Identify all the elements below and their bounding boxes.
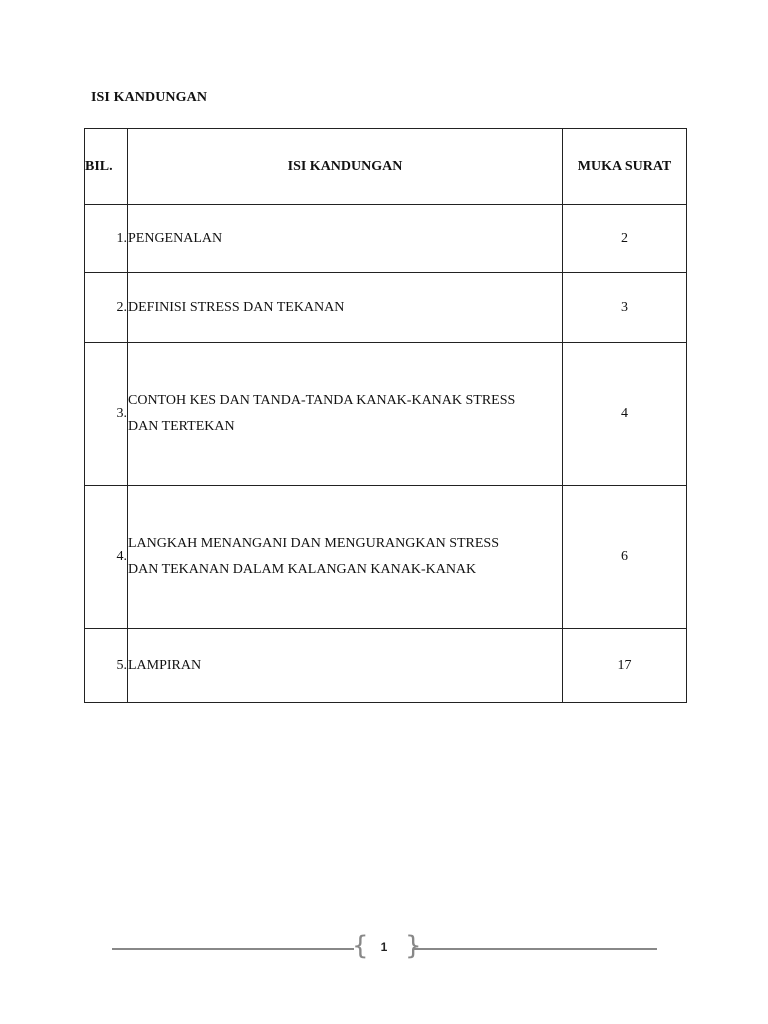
header-bil: BIL. <box>85 129 128 205</box>
row-number: 3. <box>85 343 128 486</box>
table-row <box>85 629 687 703</box>
row-item <box>128 205 563 273</box>
row-number: 4. <box>85 486 128 629</box>
row-item <box>128 486 563 629</box>
left-brace-icon: { <box>352 931 369 961</box>
row-item <box>128 273 563 343</box>
table-row <box>85 205 687 273</box>
page-footer <box>112 931 657 962</box>
header-muka-surat: MUKA SURAT <box>563 129 687 205</box>
row-number: 1. <box>85 205 128 273</box>
footer-page-number: 1 <box>380 940 388 954</box>
row-item-line: LAMPIRAN <box>128 657 202 673</box>
row-item-line: DAN TEKANAN DALAM KALANGAN KANAK-KANAK <box>128 562 477 577</box>
table-row <box>85 343 687 486</box>
row-number: 2. <box>85 273 128 343</box>
table-of-contents <box>84 128 687 703</box>
row-item-line: DEFINISI STRESS DAN TEKANAN <box>128 299 345 315</box>
row-page-number: 6 <box>563 486 687 629</box>
footer-divider-right <box>414 948 657 950</box>
row-page-number: 2 <box>563 205 687 273</box>
right-brace-icon: } <box>405 931 422 961</box>
row-item-line: CONTOH KES DAN TANDA-TANDA KANAK-KANAK STRESS <box>128 393 516 408</box>
row-item <box>128 343 563 486</box>
row-item-line: DAN TERTEKAN <box>128 419 235 434</box>
row-page-number: 17 <box>563 629 687 703</box>
row-number: 5. <box>85 629 128 703</box>
row-item-line: PENGENALAN <box>128 230 223 246</box>
table-row <box>85 273 687 343</box>
row-item <box>128 629 563 703</box>
document-heading: ISI KANDUNGAN <box>91 90 208 105</box>
row-item-line: LANGKAH MENANGANI DAN MENGURANGKAN STRESS <box>128 536 499 551</box>
row-page-number: 4 <box>563 343 687 486</box>
header-isi-kandungan: ISI KANDUNGAN <box>128 129 563 205</box>
row-page-number: 3 <box>563 273 687 343</box>
footer-divider-left <box>112 948 354 950</box>
table-header-row <box>85 129 687 205</box>
table-row <box>85 486 687 629</box>
